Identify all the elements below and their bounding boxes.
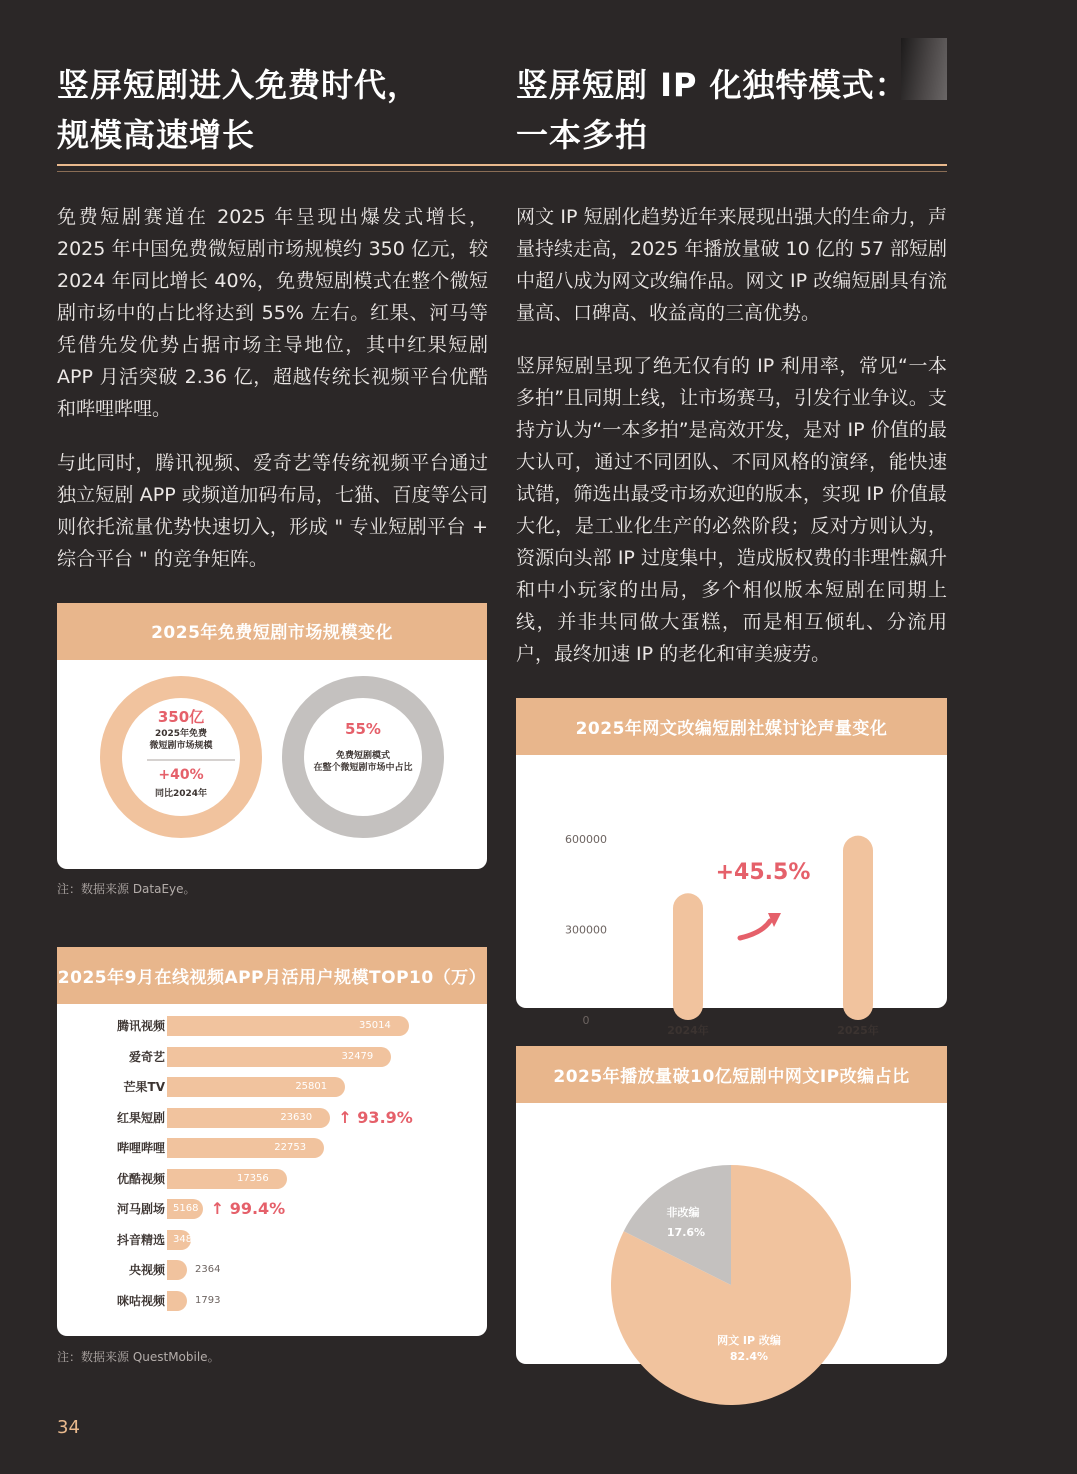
- page-number: 34: [57, 1417, 80, 1438]
- up-arrow-icon: ↑: [210, 1199, 230, 1218]
- right-heading-line1: 竖屏短剧 IP 化独特模式：: [516, 66, 908, 104]
- left-paragraph-1: 免费短剧赛道在 2025 年呈现出爆发式增长，2025 年中国免费微短剧市场规模约 350 亿元，较 2024 年同比增长 40%，免费短剧模式在整个微短剧市场中的占比将达到 55% 左右。红果、河马等凭借先发优势占据市场主导地位，其中红果短剧 APP 月活突破 2.36 亿，超越传统长视频平台优酷和哔哩哔哩。: [57, 206, 488, 420]
- bar-category-label: 河马剧场: [116, 1202, 165, 1216]
- bar-category-label: 哔哩哔哩: [116, 1141, 165, 1155]
- y-tick-label: 300000: [565, 923, 607, 937]
- ip-adaptation-card-title: 2025年播放量破10亿短剧中网文IP改编占比: [516, 1046, 947, 1103]
- bar-value-label: 25801: [295, 1081, 328, 1092]
- heading-divider: [57, 164, 947, 166]
- market-share-desc1: 免费短剧模式: [335, 751, 391, 761]
- market-share-value: 55%: [345, 720, 381, 738]
- social-volume-card: [516, 698, 947, 1037]
- mau-bar-chart: [57, 1004, 487, 1336]
- mau-top10-card-title: 2025年9月在线视频APP月活用户规模TOP10（万）: [57, 947, 487, 1004]
- bar-value-label: 5168: [173, 1203, 199, 1214]
- right-paragraph-1: 网文 IP 短剧化趋势近年来展现出强大的生命力，声量持续走高，2025 年播放量破 10 亿的 57 部短剧中超八成为网文改编作品。网文 IP 改编短剧具有流量高、口碑高、收益高的三高优势。: [516, 206, 947, 324]
- ip-adaptation-pie: [516, 1103, 947, 1364]
- mau-note: 注：数据来源 QuestMobile。: [57, 1350, 220, 1364]
- growth-value: 93.9%: [357, 1107, 413, 1127]
- left-paragraph-2: 与此同时，腾讯视频、爱奇艺等传统视频平台通过独立短剧 APP 或频道加码布局，七猫、百度等公司则依托流量优势快速切入，形成 " 专业短剧平台 + 综合平台 " 的竞争矩阵。: [57, 452, 488, 570]
- bar-category-label: 优酷视频: [116, 1171, 165, 1186]
- y-tick-label: 600000: [565, 833, 607, 846]
- left-heading: [57, 60, 497, 160]
- growth-value: 99.4%: [229, 1199, 286, 1218]
- bar-value-label: 23630: [280, 1111, 313, 1123]
- bar-category-label: 咪咕视频: [116, 1293, 165, 1308]
- bar-value-label: 2364: [195, 1264, 221, 1275]
- bar-category-label: 红果短剧: [116, 1110, 165, 1125]
- right-paragraph-2: 竖屏短剧呈现了绝无仅有的 IP 利用率，常见“一本多拍”且同期上线，让市场赛马，引发行业争议。支持方认为“一本多拍”是高效开发，是对 IP 价值的最大认可，通过不同团队、不同风格的演绎，能快速试错，筛选出最受市场欢迎的版本，实现 IP 价值最大化，是工业化生产的必然阶段；反对方则认为，资源向头部 IP 过度集中，造成版权费的非理性飙升和中小玩家的出局，多个相似版本短剧在同期上线，并非共同做大蛋糕，而是相互倾轧、分流用户，最终加速 IP 的老化和审美疲劳。: [516, 355, 947, 665]
- bar-2025: [843, 836, 873, 1020]
- right-heading: [516, 60, 946, 160]
- market-size-card: [57, 603, 487, 869]
- bar-2024: [673, 893, 703, 1020]
- bar-category-label: 央视频: [128, 1263, 165, 1277]
- heading-divider-thin: [57, 171, 947, 172]
- left-heading-line1: 竖屏短剧进入免费时代，: [57, 66, 421, 104]
- bar-category-label: 抖音精选: [116, 1232, 165, 1247]
- mau-top10-card: [57, 947, 487, 1336]
- pie-value-non-adapted: 17.6%: [666, 1226, 706, 1239]
- pie-label-non-adapted: 非改编: [666, 1206, 700, 1219]
- left-heading-line2: 规模高速增长: [57, 116, 256, 154]
- bar-category-label: 腾讯视频: [116, 1019, 165, 1033]
- bar-value-label: 1793: [195, 1294, 221, 1306]
- bar-value-label: 3489: [173, 1233, 199, 1245]
- bar-value-label: 22753: [274, 1142, 307, 1153]
- pie-label-adapted: 网文 IP 改编: [717, 1334, 781, 1347]
- mau-bar: [167, 1169, 287, 1189]
- x-label-2024: 2024年: [667, 1024, 709, 1037]
- mau-bar: [167, 1260, 187, 1280]
- y-tick-label: 0: [582, 1014, 590, 1027]
- right-heading-line2: 一本多拍: [516, 116, 649, 154]
- market-size-desc1: 2025年免费: [154, 729, 208, 739]
- social-growth-label: +45.5%: [715, 860, 811, 885]
- pie-value-adapted: 82.4%: [729, 1350, 769, 1363]
- market-size-card-title: 2025年免费短剧市场规模变化: [57, 603, 487, 660]
- bar-category-label: 芒果TV: [123, 1080, 165, 1094]
- growth-annotation: [211, 1199, 286, 1219]
- bar-value-label: 35014: [359, 1020, 391, 1031]
- market-size-value: 350亿: [157, 708, 205, 726]
- bar-category-label: 爱奇艺: [128, 1049, 165, 1064]
- market-size-note: 注：数据来源 DataEye。: [57, 882, 196, 896]
- growth-annotation: [338, 1108, 413, 1128]
- social-volume-chart: [516, 755, 947, 1037]
- social-volume-card-title: 2025年网文改编短剧社媒讨论声量变化: [516, 698, 947, 755]
- market-size-desc2: 微短剧市场规模: [149, 741, 213, 751]
- market-size-growth-desc: 同比2024年: [154, 789, 208, 799]
- ip-adaptation-card: [516, 1046, 947, 1364]
- x-label-2025: 2025年: [837, 1024, 879, 1037]
- bar-value-label: 32479: [341, 1050, 374, 1062]
- market-share-desc2: 在整个微短剧市场中占比: [313, 763, 413, 773]
- mau-bar: [167, 1291, 187, 1311]
- market-size-rings: [57, 660, 487, 869]
- up-arrow-icon: ↑: [338, 1107, 358, 1127]
- bar-value-label: 17356: [236, 1172, 269, 1184]
- market-size-growth: +40%: [158, 767, 204, 783]
- growth-arrow-icon: [740, 921, 770, 938]
